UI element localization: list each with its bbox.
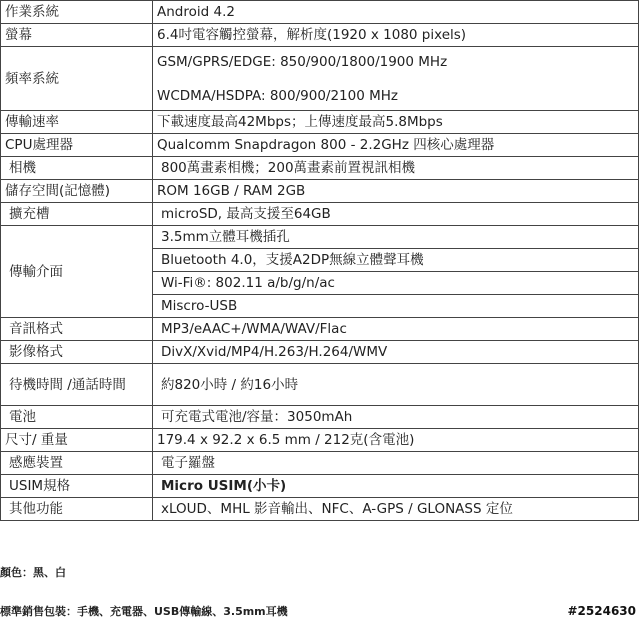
table-row bbox=[1, 47, 639, 111]
spec-key: 頻率系統 bbox=[1, 47, 153, 111]
spec-key: 影像格式 bbox=[1, 341, 153, 364]
spec-key: 感應裝置 bbox=[1, 452, 153, 475]
table-row bbox=[1, 24, 639, 47]
watermark: #2524630 bbox=[567, 604, 636, 618]
spec-value: ROM 16GB / RAM 2GB bbox=[153, 180, 639, 203]
table-row bbox=[1, 498, 639, 521]
spec-value-line: GSM/GPRS/EDGE: 850/900/1800/1900 MHz bbox=[157, 53, 448, 70]
spec-key: 尺寸/ 重量 bbox=[1, 429, 153, 452]
spec-value-line: WCDMA/HSDPA: 800/900/2100 MHz bbox=[157, 87, 398, 104]
package-note: 標準銷售包裝：手機、充電器、USB傳輸線、3.5mm耳機 bbox=[0, 605, 288, 618]
table-row bbox=[1, 1, 639, 24]
table-row bbox=[1, 429, 639, 452]
spec-key: CPU處理器 bbox=[1, 134, 153, 157]
spec-key: 傳輸介面 bbox=[1, 226, 153, 318]
table-row bbox=[1, 226, 639, 249]
table-row bbox=[1, 157, 639, 180]
color-note: 顏色：黑、白 bbox=[0, 566, 66, 579]
spec-value: Micro USIM(小卡) bbox=[153, 475, 639, 498]
spec-value: 800萬畫素相機；200萬畫素前置視訊相機 bbox=[153, 157, 639, 180]
spec-key: 待機時間 /通話時間 bbox=[1, 364, 153, 406]
spec-value: 電子羅盤 bbox=[153, 452, 639, 475]
spec-value: 下載速度最高42Mbps；上傳速度最高5.8Mbps bbox=[153, 111, 639, 134]
spec-key: 電池 bbox=[1, 406, 153, 429]
spec-value: Android 4.2 bbox=[153, 1, 639, 24]
spec-value: Miscro-USB bbox=[153, 295, 639, 318]
spec-value: microSD, 最高支援至64GB bbox=[153, 203, 639, 226]
spec-key: 螢幕 bbox=[1, 24, 153, 47]
spec-value: Qualcomm Snapdragon 800 - 2.2GHz 四核心處理器 bbox=[153, 134, 639, 157]
table-row bbox=[1, 341, 639, 364]
spec-value: 179.4 x 92.2 x 6.5 mm / 212克(含電池) bbox=[153, 429, 639, 452]
spec-value: xLOUD、MHL 影音輸出、NFC、A-GPS / GLONASS 定位 bbox=[153, 498, 639, 521]
spec-key: USIM規格 bbox=[1, 475, 153, 498]
table-row bbox=[1, 180, 639, 203]
spec-value: DivX/Xvid/MP4/H.263/H.264/WMV bbox=[153, 341, 639, 364]
spec-key: 作業系統 bbox=[1, 1, 153, 24]
spec-value: 6.4吋電容觸控螢幕，解析度(1920 x 1080 pixels) bbox=[153, 24, 639, 47]
spec-key: 傳輸速率 bbox=[1, 111, 153, 134]
spec-value: Bluetooth 4.0，支援A2DP無線立體聲耳機 bbox=[153, 249, 639, 272]
spec-value: 可充電式電池/容量：3050mAh bbox=[153, 406, 639, 429]
table-row bbox=[1, 111, 639, 134]
table-row bbox=[1, 364, 639, 406]
spec-key: 其他功能 bbox=[1, 498, 153, 521]
spec-key: 音訊格式 bbox=[1, 318, 153, 341]
spec-value: Wi-Fi®: 802.11 a/b/g/n/ac bbox=[153, 272, 639, 295]
table-row bbox=[1, 134, 639, 157]
spec-value bbox=[153, 47, 639, 111]
spec-value: 約820小時 / 約16小時 bbox=[153, 364, 639, 406]
table-row bbox=[1, 452, 639, 475]
table-row bbox=[1, 318, 639, 341]
table-row bbox=[1, 406, 639, 429]
spec-key: 儲存空間(記憶體) bbox=[1, 180, 153, 203]
table-row bbox=[1, 475, 639, 498]
spec-value: MP3/eAAC+/WMA/WAV/Flac bbox=[153, 318, 639, 341]
spec-key: 相機 bbox=[1, 157, 153, 180]
spec-value: 3.5mm立體耳機插孔 bbox=[153, 226, 639, 249]
table-row bbox=[1, 203, 639, 226]
spec-key: 擴充槽 bbox=[1, 203, 153, 226]
